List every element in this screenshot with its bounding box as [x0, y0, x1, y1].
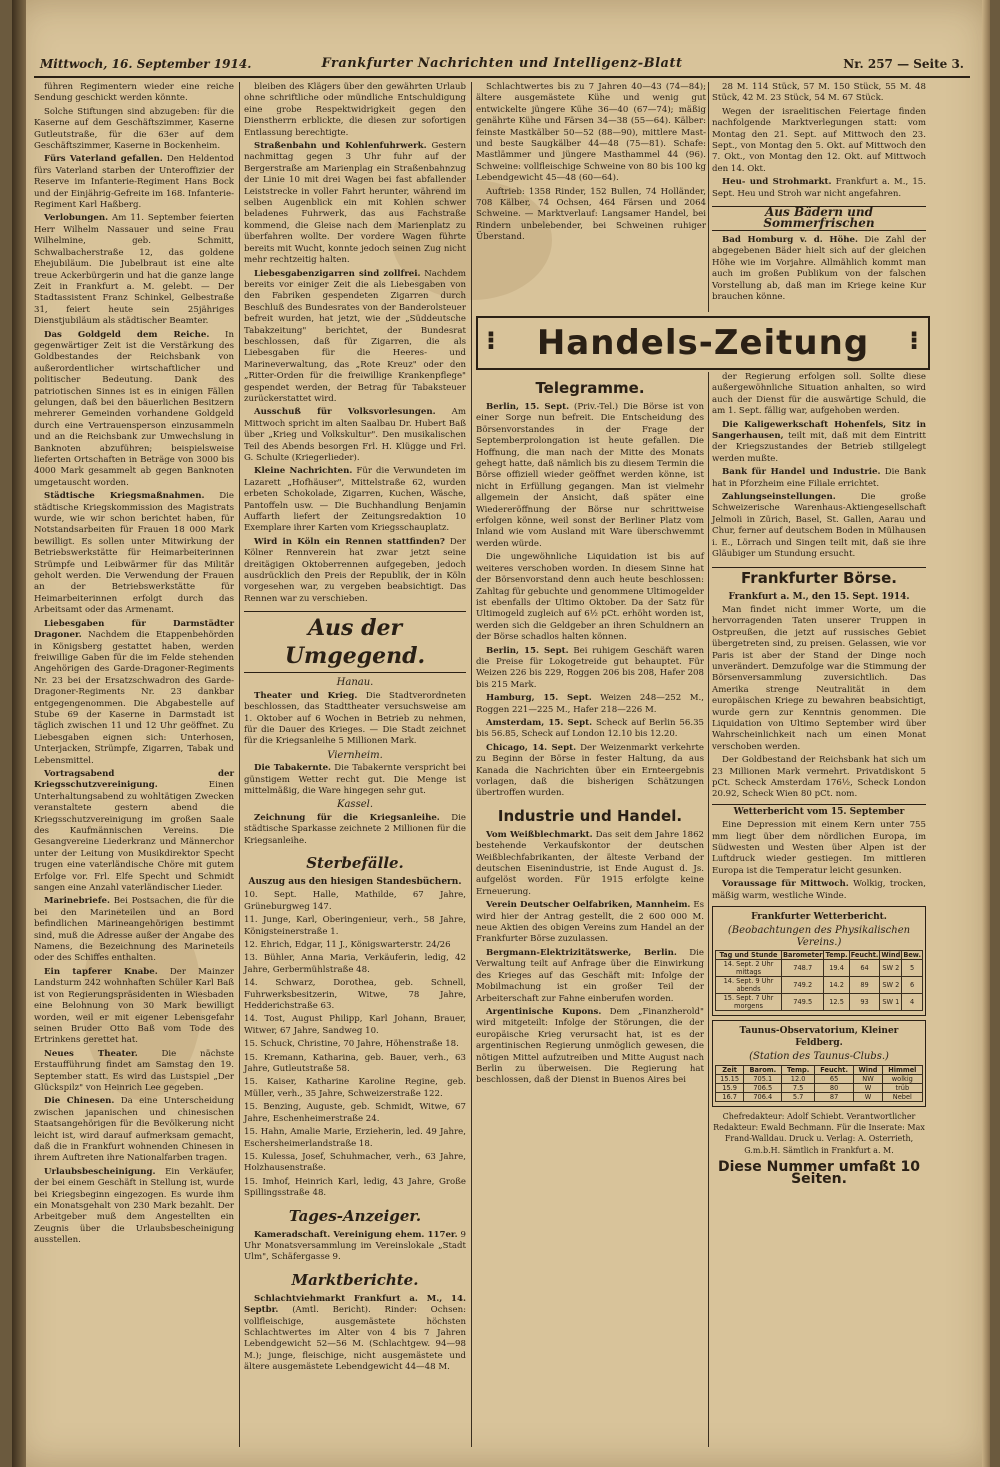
article-text: Der Weizenmarkt verkehrte zu Beginn der Börse in fester Haltung, da aus Kanada die Nachrichten über ein Ernteergebnis vorlagen, daß die bisherigen Schätzungen übertroffen wurden.	[476, 742, 704, 799]
article	[34, 1096, 234, 1164]
article-text: Die Tabakernte verspricht bei günstigem Wetter recht gut. Die Menge ist mittelmäßig, die Ware hingegen sehr gut.	[244, 763, 466, 796]
weather-table-taunus	[715, 1065, 923, 1102]
column-rule	[708, 82, 709, 312]
article	[244, 691, 466, 748]
article-heading: Urlaubsbescheinigung.	[44, 1166, 156, 1177]
article-text: Wegen der israelitischen Feiertage finden nachfolgende Marktverlegungen statt: vom Montag den 21. Sept. auf Mittwoch den 23. Sept., von Montag den 5. Okt. auf Mittwoch den 7. Okt., von Montag den 12. Okt. auf Mittwoch den 14. Okt.	[712, 106, 926, 174]
table-row	[716, 1092, 923, 1101]
table-cell: SW 1	[880, 994, 902, 1011]
table-cell: 87	[814, 1092, 854, 1101]
article	[34, 769, 234, 894]
table-header-cell: Zeit	[716, 1065, 744, 1074]
article	[34, 213, 234, 327]
article-text: Wolkig, trocken, mäßig warm, westliche Winde.	[712, 879, 927, 901]
weather-table-subtitle: (Beobachtungen des Physikalischen Vereins.)	[727, 925, 911, 948]
article-text: Auftrieb: 1358 Rinder, 152 Bullen, 74 Holländer, 708 Kälber, 74 Ochsen, 464 Färsen und 2064 Schweine. — Marktverlauf: Langsamer Handel, bei Rindern unbelebender, bei Schweinen ruhiger Überstand.	[476, 186, 706, 243]
article-heading: Voraussage für Mittwoch.	[722, 879, 849, 890]
table-cell: 705.1	[744, 1074, 782, 1083]
article-heading: Vom Weißblechmarkt.	[486, 829, 593, 840]
banner-title: Handels-Zeitung	[536, 323, 870, 363]
article-heading: Die Tabakernte.	[254, 763, 332, 774]
section-heading-marktberichte: Marktberichte.	[291, 1270, 419, 1289]
article-heading: Marinebriefe.	[44, 896, 111, 907]
article-text: Der Kölner Rennverein hat zwar jetzt seine dreitägigen Oktoberrennen aufgegeben, jedoch ausdrücklich den Preis der Republik, der in Köln vorgesehen war, zu vergeben beabsichtigt. Das Rennen war zu verschieben.	[244, 536, 466, 604]
article-heading: Vortragsabend der Kriegsschutzvereinigung.	[34, 768, 234, 791]
article-heading: Bank für Handel und Industrie.	[722, 467, 881, 478]
table-header-cell: Himmel	[882, 1065, 922, 1074]
article-text: Schlachtwertes bis zu 7 Jahren 40—43 (74—84); ältere ausgemästete Kühe und wenig gut entwickelte jüngere Kühe 36—40 (67—74); mäßig genährte Kühe und Färsen 34—38 (55—64). Kälber: feinste Mastkälber 50—52 (88—90), mittlere Mast- und beste Saugkälber 44—48 (75—81). Schafe: Mastlämmer und jüngere Masthammel 44 (96). Schweine: vollfleischige Schweine von 80 bis 100 kg Lebendgewicht 45—48 (60—64).	[476, 82, 706, 184]
article-heading: Hamburg, 15. Sept.	[486, 693, 592, 704]
article-text: Am Mittwoch spricht im alten Saalbau Dr. Hubert Baß über „Krieg und Volkskultur". Den musikalischen Teil des Abends besorgen Frl. H. Klügge und Frl. G. Schulte (Kriegerlieder).	[244, 407, 466, 463]
article	[34, 967, 234, 1047]
article-text: Nachdem die Etappenbehörden in Königsberg gestattet haben, werden freiwillige Gaben für die im Felde stehenden Angehörigen des Garde-Dragoner-Regiments Nr. 23 bei der Ersatzschwadron des Garde-Dragoner-Regiments Nr. 23 dankbar entgegengenommen. Die Abgabestelle auf Stube 69 der Kaserne in Darmstadt ist täglich zwischen 11 und 12 Uhr geöffnet. Zu Liebesgaben eignen sich: Unterhosen, Unterjacken, Strümpfe, Zigarren, Tabak und Lebensmittel.	[34, 630, 234, 766]
deaths-list	[244, 890, 466, 1199]
article-heading: Verlobungen.	[44, 213, 109, 224]
death-entry: 15. Schuck, Christine, 70 Jahre, Höhenstraße 18.	[244, 1039, 459, 1050]
table-cell: SW 2	[880, 977, 902, 994]
article	[476, 646, 704, 692]
table-cell: 14. Sept. 9 Uhr abends	[716, 977, 782, 994]
article-text: Am 11. September feierten Herr Wilhelm Nassauer und seine Frau Wilhelmine, geb. Schmitt, Schwalbacherstraße 12, das goldene Ehejubiläum. Die Jubelbraut ist eine alte treue Ackerbürgerin und hat die ganze lange Zeit in Frankfurt a. M. gelebt. — Der Stadtassistent Franz Schinkel, Gelbestraße 31, feiert heute sein 25jähriges Dienstjubiläum als städtischer Beamter.	[34, 213, 234, 327]
article-heading: Städtische Kriegsmaßnahmen.	[44, 491, 205, 502]
article-heading: Ausschuß für Volksvorlesungen.	[254, 407, 436, 418]
article-heading: Kleine Nachrichten.	[254, 466, 353, 477]
article-text: Die städtische Sparkasse zeichnete 2 Millionen für die Kriegsanleihe.	[244, 812, 466, 846]
article-heading: Zahlungseinstellungen.	[722, 492, 836, 503]
article-text: Scheck auf Berlin 56.35 bis 56.85, Scheck auf London 12.10 bis 12.20.	[476, 717, 704, 740]
article-text: Man findet nicht immer Worte, um die hervorragenden Taten unserer Truppen in Ostpreußen, die jetzt auf russisches Gebiet übergetreten sind, zu preisen. Gelassen, wie vor Paris ist aber der Stand der Dinge noch unverändert. Demzufolge war die Stimmung der Börsenversammlung zuversichtlich. Das Amerika strenge Neutralität in dem europäischen Kriege zu bewahren beabsichtigt, wurde gern zur Kenntnis genommen. Die Liquidation von Ultimo September wird über Wahrscheinlichkeit nach um einen Monat verschoben werden.	[712, 604, 926, 752]
newspaper-title: Frankfurter Nachrichten und Intelligenz-Blatt	[321, 56, 683, 71]
article-text: Die Verwaltung teilt auf Anfrage über die Einwirkung des Krieges auf das Geschäft mit: Infolge der Mobilmachung ist ein großer Teil der Arbeiterschaft zur Fahne einberufen worden.	[476, 947, 704, 1004]
table-cell: 706.4	[744, 1092, 782, 1101]
article-text: Die nächste Erstaufführung findet am Samstag den 19. September statt. Es wird das Lustspiel „Der Glückspilz" von Heinrich Lee gegeben.	[34, 1048, 234, 1093]
table-cell: 14. Sept. 2 Uhr mittags	[716, 960, 782, 977]
article-text: Weizen 248—252 M., Roggen 221—225 M., Hafer 218—226 M.	[476, 693, 704, 715]
article-text: In gegenwärtiger Zeit ist die Verstärkung des Goldbestandes der Reichsbank von außerordentlicher wirtschaftlicher und politischer Bedeutung. Dank des patriotischen Sinnes ist es in einigen Fällen gelungen, daß bei den bäuerlichen Besitzern mehrerer Gemeinden vorhandene Goldgeld durch eine Vertrauensperson einzusammeln und an die Reichsbank zur Umwechslung in Banknoten abzuführen; beispielsweise lieferten Ortschaften in Beträge von 3000 bis 4000 Mark gesammelt ab gegen Banknoten umgetauscht worden.	[34, 329, 234, 488]
table-cell: trüb	[882, 1083, 922, 1092]
weather-table-subtitle: (Station des Taunus-Clubs.)	[749, 1051, 889, 1063]
issue-date: Mittwoch, 16. September 1914.	[40, 57, 252, 71]
column-rule	[239, 82, 240, 1447]
article	[34, 619, 234, 767]
table-cell: NW	[854, 1074, 882, 1083]
article	[34, 1049, 234, 1095]
section-heading-tages-anzeiger: Tages-Anzeiger.	[288, 1206, 422, 1225]
article-heading: Bad Homburg v. d. Höhe.	[722, 234, 858, 245]
article-heading: Verein Deutscher Oelfabriken, Mannheim.	[486, 900, 691, 911]
article-text: Bei ruhigem Geschäft waren die Preise für Lokogetreide gut behauptet. Für Weizen 226 bis 229, Roggen 206 bis 208, Hafer 208 bis 215 Mark.	[476, 645, 705, 690]
table-cell: 748.7	[782, 960, 824, 977]
article-heading: Wird in Köln ein Rennen stattfinden?	[254, 536, 445, 547]
table-header-row	[716, 1065, 923, 1074]
death-entry: 13. Bühler, Anna Maria, Verkäuferin, ledig, 42 Jahre, Gerbermühlstraße 48.	[244, 953, 466, 975]
table-header-row	[716, 951, 923, 960]
death-entry: 15. Hahn, Amalie Marie, Erzieherin, led. 49 Jahre, Eschersheimerlandstraße 18.	[244, 1127, 466, 1149]
article-heading: Ein tapferer Knabe.	[44, 966, 158, 977]
article-text: (Amtl. Bericht). Rinder: Ochsen: vollfleischige, ausgemästete höchsten Schlachtwertes im Alter von 4 bis 7 Jahren Lebendgewicht 52—56 M. (Schlachtgew. 94—98 M.); junge, fleischige, nicht ausgemästete und ältere ausgemästete Lebendgewicht 44—48 M.	[244, 1305, 466, 1373]
article-text: (Priv.-Tel.) Die Börse ist von einer Sorge nun befreit. Die Entscheidung des Börsenvorstandes in der Frage der Septemberprolongation ist heute gefallen. Die Hoffnung, die man nach der Mitte des Monats gehegt hatte, daß nämlich bis zu diesem Termin die Börse offiziell wieder geöffnet werden könne, ist nicht in Erfüllung gegangen. Man ist vielmehr allgemein der Ansicht, daß später eine Wiedereröffnung der Börse nur schrittweise erfolgen könne, weil sonst der Berliner Platz vom Inland wie vom Ausland mit Ware überschwemmt werden würde.	[476, 402, 704, 549]
death-entry: 14. Schwarz, Dorothea, geb. Schnell, Fuhrwerksbesitzerin, Witwe, 78 Jahre, Hedderichstraße 63.	[244, 978, 466, 1012]
death-entry: 15. Kaiser, Katharine Karoline Regine, geb. Müller, verh., 35 Jahre, Schweizerstraße 122.	[244, 1077, 466, 1099]
weather-table-frankfurt-box	[712, 906, 926, 1016]
table-header-cell: Wind	[854, 1065, 882, 1074]
article-heading: Fürs Vaterland gefallen.	[44, 154, 163, 165]
article-text: 9 Uhr Monatsversammlung im Vereinslokale „Stadt Ulm", Schäfergasse 9.	[244, 1229, 467, 1263]
article	[476, 718, 704, 741]
article-text: Da eine Unterscheidung zwischen japanischen und chinesischen Staatsangehörigen für die Bevölkerung nicht leicht ist, wird darauf aufmerksam gemacht, daß die in Frankfurt wohnenden Chinesen in ihrem Auftreten ihre Nationalfarben tragen.	[34, 1096, 234, 1164]
section-heading-umgegend: Aus der Umgegend.	[244, 611, 466, 673]
book-binding	[12, 0, 26, 1467]
table-cell: 5	[902, 960, 923, 977]
ornament-left: ⁝	[486, 326, 497, 356]
article-heading: Chicago, 14. Sept.	[486, 742, 577, 753]
article	[712, 420, 926, 466]
article-text: Die große Schweizerische Warenhaus-Aktiengesellschaft Jelmoli in Zürich, Basel, St. Gallen, Aarau und Chur, ferner auf deutschem Boden in Mülhausen i. E., Lörrach und Singen teilt mit, daß sie ihre Gläubiger um Stundung ersucht.	[712, 492, 926, 560]
article-heading: Theater und Krieg.	[254, 690, 358, 701]
article-heading: Neues Theater.	[44, 1048, 138, 1059]
article-text: Den Heldentod fürs Vaterland starben der Unteroffizier der Reserve im Infanterie-Regiment Hans Bock und der Einjährig-Gefreite im 168. Infanterie-Regiment Karl Haßberg.	[34, 154, 234, 211]
column-1	[34, 82, 234, 1447]
article-text: Für die Verwundeten im Lazarett „Hofhäuser", Mittelstraße 62, wurden erbeten Schokolade, Zigarren, Kuchen, Wäsche, Pantoffeln usw. — Die Buchhandlung Benjamin Auffarth liefert der Zeitungsredaktion 10 Exemplare ihrer Karten vom Kriegsschauplatz.	[244, 466, 466, 534]
table-cell: 749.5	[782, 994, 824, 1011]
weather-report-heading: Wetterbericht vom 15. September	[712, 804, 926, 818]
article-heading: Argentinische Kupons.	[486, 1006, 602, 1017]
column-3-top	[476, 82, 706, 292]
article	[34, 330, 234, 490]
table-cell: 16.7	[716, 1092, 744, 1101]
article	[244, 1294, 466, 1374]
article	[244, 1230, 466, 1264]
article	[34, 491, 234, 616]
article-text: Nachdem bereits vor einiger Zeit die als Liebesgaben von den Fabriken gespendeten Zigarren durch Beschluß des Bundesrates von der Banderolsteuer befreit wurden, hat jetzt, wie der „Süddeutsche Tabakzeitung" berichtet, der Bundesrat beschlossen, daß für Zigarren, die als Liebesgaben für die Heeres- und Marineverwaltung, das „Rote Kreuz" oder den „Ritter-Orden für die freiwillige Krankenpflege" gespendet werden, der Betrag für Tabaksteuer zurückerstattet wird.	[244, 268, 466, 404]
table-row	[716, 1074, 923, 1083]
table-header-cell: Feucht.	[850, 951, 879, 960]
table-cell: 89	[849, 977, 880, 994]
table-row	[716, 977, 923, 994]
article-heading: Straßenbahn und Kohlenfuhrwerk.	[254, 141, 427, 152]
table-cell: 4	[902, 994, 923, 1011]
article	[244, 813, 466, 847]
table-cell: 7.5	[782, 1083, 814, 1092]
column-rule	[708, 372, 709, 1447]
article	[712, 235, 926, 303]
article-heading: Die Kaligewerkschaft Hohenfels, Sitz in Sangerhausen,	[712, 419, 926, 442]
article	[476, 948, 704, 1005]
table-cell: 5.7	[782, 1092, 814, 1101]
article-heading: Das Goldgeld dem Reiche.	[44, 329, 210, 340]
weather-table-title: Taunus-Observatorium, Kleiner Feldberg.	[739, 1026, 899, 1048]
article-heading: Amsterdam, 15. Sept.	[486, 717, 593, 728]
article-text: Solche Stiftungen sind abzugeben: für die Kaserne auf dem Geschäftszimmer, Kaserne Gutleutstraße, für die 63er auf dem Geschäftszimmer, Kaserne in Bockenheim.	[34, 106, 234, 152]
table-header-cell: Feucht.	[814, 1065, 854, 1074]
table-cell: 15. Sept. 7 Uhr morgens	[716, 994, 782, 1011]
death-entry: 10. Sept. Halle, Mathilde, 67 Jahre, Grüneburgweg 147.	[244, 890, 466, 912]
table-cell: 65	[814, 1074, 854, 1083]
article-text: Die städtische Kriegskommission des Magistrats wurde, wie wir schon berichtet haben, für Notstandsarbeiten für Frauen 18 000 Mark bewilligt. Es sollen unter Mitwirkung der Betriebswerkstätte für Heimarbeiterinnen Strümpfe und Leibwärmer für das Militär geholt werden. Die Verwendung der Frauen an der Betriebswerkstätte für Heimarbeiterinnen erfolgt durch das Arbeitsamt oder das Armenamt.	[34, 491, 234, 616]
table-cell: SW 2	[880, 960, 902, 977]
article-text: Der Goldbestand der Reichsbank hat sich um 23 Millionen Mark vermehrt. Privatdiskont 5 pCt. Scheck Amsterdam 176½, Scheck London 20.92, Scheck Wien 80 pCt. nom.	[712, 755, 926, 800]
article-text: teilt mit, daß mit dem Eintritt der Kriegszustandes der Betrieb stillgelegt werden mußte.	[712, 431, 926, 464]
article-text: 28 M. 114 Stück, 57 M. 150 Stück, 55 M. 48 Stück, 42 M. 23 Stück, 54 M. 67 Stück.	[712, 82, 926, 104]
imprint: Chefredakteur: Adolf Schiebt. Verantwortlicher Redakteur: Ewald Bechmann. Für die Inserate: Max Frand-Walldau. Druck u. Verlag: A. Osterrieth, G.m.b.H. Sämtlich in Frankfurt a. M.	[713, 1111, 925, 1155]
table-cell: 64	[849, 960, 880, 977]
article	[244, 763, 466, 797]
section-heading-industrie: Industrie und Handel.	[497, 806, 683, 825]
article	[34, 1167, 234, 1247]
table-cell: W	[854, 1092, 882, 1101]
table-header-cell: Barom.	[744, 1065, 782, 1074]
article	[712, 879, 926, 902]
section-heading-boerse: Frankfurter Börse.	[712, 567, 926, 588]
table-row	[716, 1083, 923, 1092]
table-header-cell: Temp.	[825, 951, 848, 960]
article	[34, 154, 234, 211]
place-heading: Hanau.	[336, 677, 374, 689]
article	[476, 402, 704, 550]
article	[244, 141, 466, 266]
table-cell: 6	[902, 977, 923, 994]
death-entry: 15. Kremann, Katharina, geb. Bauer, verh., 63 Jahre, Gutleutstraße 58.	[244, 1052, 466, 1075]
death-entry: 15. Imhof, Heinrich Karl, ledig, 43 Jahre, Große Spillingsstraße 48.	[244, 1176, 466, 1199]
column-4-top	[712, 82, 926, 302]
column-2	[244, 82, 466, 1447]
death-entry: 14. Tost, August Philipp, Karl Johann, Brauer, Witwer, 67 Jahre, Sandweg 10.	[244, 1014, 466, 1036]
article	[712, 492, 926, 560]
issue-number: Nr. 257 — Seite 3.	[843, 57, 964, 71]
masthead	[34, 54, 970, 78]
death-entry: 15. Kulessa, Josef, Schuhmacher, verh., 63 Jahre, Holzhausenstraße.	[244, 1151, 466, 1174]
table-cell: 15.9	[716, 1083, 744, 1092]
table-cell: 80	[814, 1083, 854, 1092]
article-text: Bei Postsachen, die für die bei den Marineteilen und an Bord befindlichen Marineangehörigen bestimmt sind, muß die Adresse außer der Angabe des Namens, die Bezeichnung des Marineteils oder des Schiffes enthalten.	[34, 896, 234, 964]
article-heading: Zeichnung für die Kriegsanleihe.	[254, 812, 440, 823]
article-text: der Regierung erfolgen soll. Sollte diese außergewöhnliche Situation anhalten, so wird auch der Dienst für die auswärtige Schuld, die am 1. Sept. fällig war, aufgehoben werden.	[712, 372, 926, 417]
ornament-right: ⁝	[909, 326, 920, 356]
section-heading-telegramme: Telegramme.	[535, 379, 645, 397]
article	[476, 743, 704, 800]
section-heading-sterbefaelle: Sterbefälle.	[306, 853, 404, 872]
death-entry: 12. Ehrich, Edgar, 11 J., Königswarterstr. 24/26	[244, 940, 451, 950]
column-rule	[471, 82, 472, 1447]
table-cell: 749.2	[782, 977, 824, 994]
article-heading: Die Chinesen.	[44, 1096, 115, 1107]
death-entry: 11. Junge, Karl, Oberingenieur, verh., 58 Jahre, Königsteinerstraße 1.	[244, 915, 466, 937]
table-cell: 15.15	[716, 1074, 744, 1083]
table-cell: 93	[849, 994, 880, 1011]
article-text: Es wird hier der Antrag gestellt, die 2 600 000 M. neue Aktien des obigen Vereins zum Handel an der Frankfurter Börse zuzulassen.	[476, 900, 704, 945]
article	[476, 693, 704, 716]
article-text: Ein Verkäufer, der bei einem Geschäft in Stellung ist, wurde bei Kriegsbeginn eingezogen. Es wurde ihm ein Monatsgehalt von 230 Mark bezahlt. Der Arbeitgeber muß dem Angestellten ein Zeugnis über die Urlaubsbescheinigung ausstellen.	[34, 1166, 234, 1246]
article-heading: Kameradschaft. Vereinigung ehem. 117er.	[254, 1229, 458, 1240]
article-heading: Schlachtviehmarkt Frankfurt a. M., 14. Septbr.	[244, 1293, 466, 1316]
table-row	[716, 994, 923, 1011]
column-3-bottom	[476, 372, 704, 1447]
article-text: Die Zahl der abgegebenen Bäder hielt sich auf der gleichen Höhe wie im Vorjahre. Allmählich kommt man auch im großen Publikum von der falschen Vorstellung ab, daß man im Kriege keine Kur brauchen könne.	[712, 234, 926, 302]
article	[712, 467, 926, 490]
table-header-cell: Temp.	[782, 1065, 814, 1074]
table-cell: 12.5	[824, 994, 849, 1011]
article-text: Gestern nachmittag gegen 3 Uhr fuhr auf der Bergerstraße am Marienplag ein Straßenbahnzug der Linie 10 mit drei Wagen bei fast abfallender Leiststrecke in voller Fahrt herunter, während im selben Augenblick ein mit Kohlen schwer beladenes Fuhrwerk, das aus Fachstraße kommend, die Gleise nach dem Marienplatz zu überfahren wollte. Der vordere Wagen führte bereits mit Wucht, konnte jedoch seinen Zug nicht mehr rechtzeitig halten.	[244, 141, 466, 266]
article-text: Die Stadtverordneten beschlossen, das Stadttheater versuchsweise am 1. Oktober auf 6 Wochen in Betrieb zu nehmen, für die Dauer des Krieges. — Die Stadt zeichnet für die Kriegsanleihe 5 Millionen Mark.	[244, 690, 466, 747]
newspaper-page	[12, 0, 990, 1467]
section-subheading: Auszug aus den hiesigen Standesbüchern.	[248, 876, 462, 887]
weather-table-taunus-box	[712, 1020, 926, 1106]
table-cell: 19.4	[824, 960, 849, 977]
table-header-cell: Barometer	[783, 951, 823, 960]
article	[476, 830, 704, 898]
table-cell: 14.2	[824, 977, 849, 994]
handels-zeitung-banner	[476, 316, 930, 370]
weather-table-frankfurt	[715, 950, 923, 1011]
page-edge	[982, 0, 990, 1467]
page-count-notice: Diese Nummer umfaßt 10 Seiten.	[718, 1159, 920, 1187]
article-heading: Liebesgaben für Darmstädter Dragoner.	[34, 618, 234, 641]
article-heading: Berlin, 15. Sept.	[486, 645, 569, 656]
table-header-cell: Wind	[881, 951, 901, 960]
article	[712, 177, 926, 200]
article	[244, 537, 466, 605]
table-cell: 12.0	[782, 1074, 814, 1083]
column-4-bottom	[712, 372, 926, 1447]
article-heading: Berlin, 15. Sept.	[486, 402, 570, 412]
article	[244, 466, 466, 534]
article	[476, 1007, 704, 1087]
table-cell: W	[854, 1083, 882, 1092]
death-entry: 15. Benzing, Auguste, geb. Schmidt, Witwe, 67 Jahre, Eschenheimerstraße 24.	[244, 1102, 466, 1124]
table-cell: Nebel	[882, 1092, 922, 1101]
article-text: Der Mainzer Landsturm 242 wohnhaften Schüler Karl Baß ist von Regierungspräsidenten in Wiesbaden eine Belohnung von 30 Mark bewilligt worden, weil er mit eigener Lebensgefahr seinen Bruder Otto Baß vom Tode des Ertrinkens gerettet hat.	[34, 966, 234, 1046]
article-text: Frankfurt a. M., 15. Sept. Heu und Stroh war nicht angefahren.	[712, 177, 926, 199]
article	[244, 269, 466, 406]
article-text: Das seit dem Jahre 1862 bestehende Verkaufskontor der deutschen Weißblechfabrikanten, der älteste Verband der deutschen Eisenindustrie, ist Ende August d. Js. aufgelöst worden. Für 1915 erfolgte keine Erneuerung.	[476, 829, 705, 897]
article-text: bleiben des Klägers über den gewährten Urlaub ohne schriftliche oder mündliche Entschuldigung eine grobe Respektwidrigkeit gegen den Dienstherrn erblickte, die diesen zur sofortigen Entlassung berechtigte.	[244, 82, 466, 138]
boerse-date: Frankfurt a. M., den 15. Sept. 1914.	[728, 591, 910, 602]
article-text: führen Regimentern wieder eine reiche Sendung geschickt werden könnte.	[34, 82, 234, 104]
article	[476, 900, 704, 946]
article-text: Eine Depression mit einem Kern unter 755 mm liegt über dem nördlichen Europa, im Südwesten und Westen über Alpen ist der Luftdruck wieder gestiegen. Im mittleren Europa ist die Temperatur leicht gesunken.	[712, 820, 926, 876]
table-header-cell: Bew.	[903, 951, 921, 960]
article-text: Die Bank hat in Pforzheim eine Filiale errichtet.	[712, 467, 926, 489]
table-header-cell: Tag und Stunde	[716, 951, 782, 960]
table-cell: wolkig	[882, 1074, 922, 1083]
section-heading-baeder: Aus Bädern und Sommerfrischen	[712, 206, 926, 231]
table-cell: 706.5	[744, 1083, 782, 1092]
article-heading: Liebesgabenzigarren sind zollfrei.	[254, 268, 421, 279]
article	[34, 896, 234, 964]
weather-table-title: Frankfurter Wetterbericht.	[751, 912, 887, 923]
article-text: Die ungewöhnliche Liquidation ist bis auf weiteres verschoben worden. In diesem Sinne hat der Börsenvorstand denn auch heute beschlossen: Zahltag für gebuchte und genommene Ultimogelder ist ebenfalls der Ultimo Oktober. Da der Satz für Ultimogeld zugleich auf 6½ pCt. erhöht worden ist, werden sich die Geldgeber an ihren Schuldnern an der Börse schadlos halten können.	[476, 552, 704, 643]
article-heading: Bergmann-Elektrizitätswerke, Berlin.	[486, 947, 677, 958]
article-text: Dem „Finanzherold" wird mitgeteilt: Infolge der Störungen, die der europäische Krieg verursacht hat, ist es der argentinischen Regierung unmöglich gewesen, die nötigen Mittel aufzutreiben und Mitte August nach Berlin zu überweisen. Die Regierung hat beschlossen, daß der Dienst in Buenos Aires bei	[476, 1006, 705, 1086]
place-heading: Viernheim.	[327, 749, 383, 761]
article-heading: Heu- und Strohmarkt.	[722, 177, 832, 188]
table-row	[716, 960, 923, 977]
article-text: Einen Unterhaltungsabend zu wohltätigen Zwecken veranstaltete gestern abend die Kriegsschutzvereinigung im großen Saale des Kaufmännischen Vereins. Die Gesangvereine Liederkranz und Männerchor unter der Leitung von Musikdirektor Specht trugen eine vaterländische Chöre mit gutem Erfolge vor. Frl. Elfe Specht und Schmidt sangen eine Anzahl vaterländischer Lieder.	[34, 780, 234, 894]
article	[244, 407, 466, 464]
place-heading: Kassel.	[337, 799, 373, 811]
